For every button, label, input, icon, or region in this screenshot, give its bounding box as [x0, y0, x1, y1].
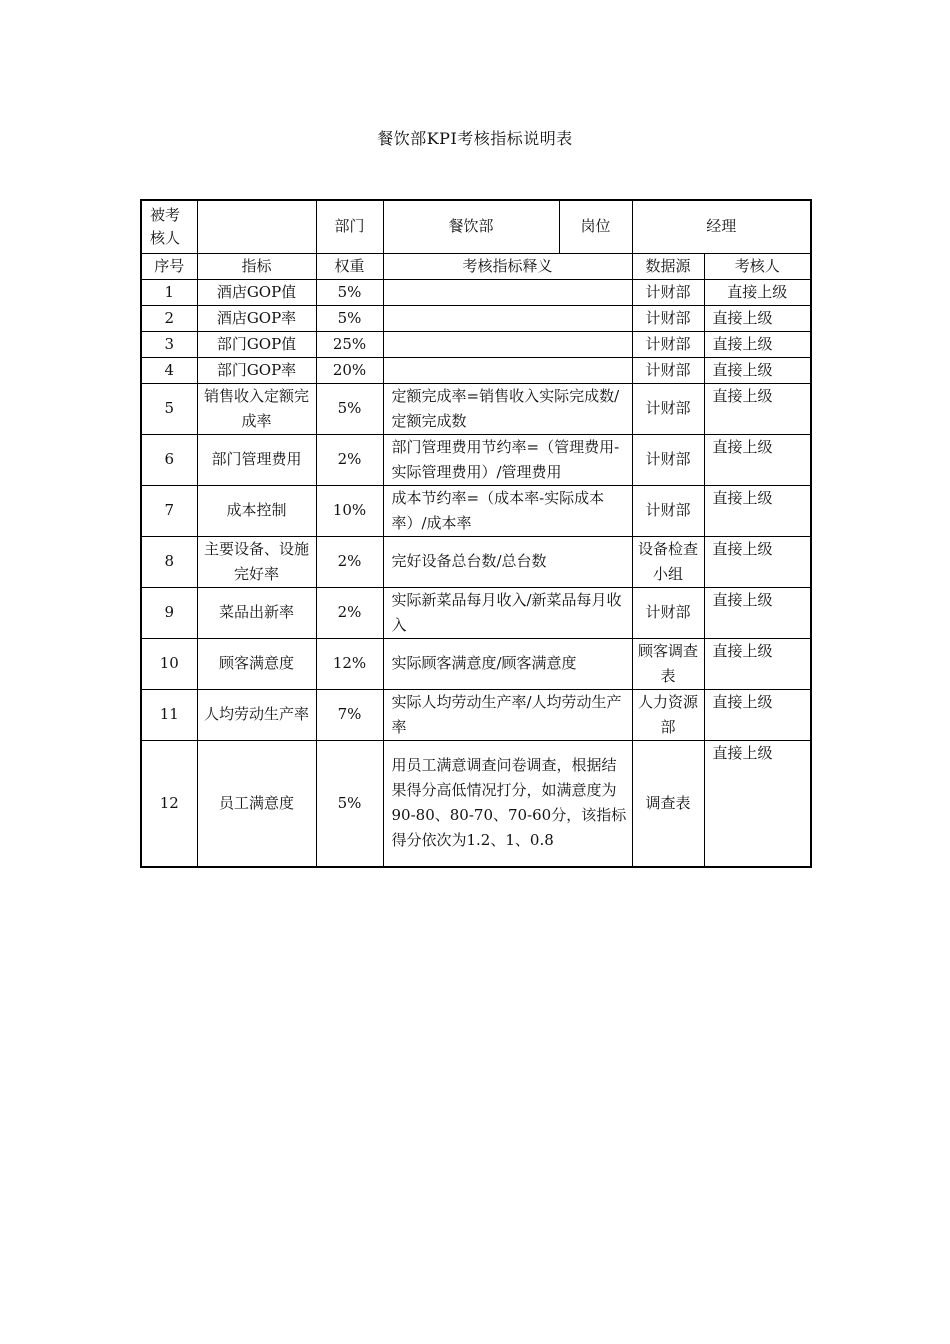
row-assessor: 直接上级 [704, 485, 811, 536]
row-definition [383, 331, 632, 357]
row-definition [383, 279, 632, 305]
table-row [141, 279, 811, 305]
header-definition: 考核指标释义 [383, 253, 632, 279]
row-assessor: 直接上级 [704, 689, 811, 740]
row-assessor: 直接上级 [704, 587, 811, 638]
row-weight: 5% [316, 740, 383, 867]
header-row [141, 253, 811, 279]
row-source: 计财部 [632, 305, 704, 331]
row-indicator: 人均劳动生产率 [197, 689, 316, 740]
row-weight: 20% [316, 357, 383, 383]
row-source: 计财部 [632, 331, 704, 357]
row-assessor: 直接上级 [704, 305, 811, 331]
row-definition: 实际人均劳动生产率/人均劳动生产率 [383, 689, 632, 740]
row-source: 计财部 [632, 279, 704, 305]
page-title: 餐饮部KPI考核指标说明表 [377, 129, 573, 148]
row-weight: 7% [316, 689, 383, 740]
table-row [141, 331, 811, 357]
row-source: 计财部 [632, 434, 704, 485]
table-row [141, 740, 811, 867]
row-no: 5 [141, 383, 197, 434]
row-definition: 成本节约率=（成本率-实际成本率）/成本率 [383, 485, 632, 536]
row-no: 10 [141, 638, 197, 689]
row-source: 计财部 [632, 587, 704, 638]
row-weight: 2% [316, 587, 383, 638]
header-assessor: 考核人 [704, 253, 811, 279]
row-weight: 5% [316, 383, 383, 434]
dept-value: 餐饮部 [383, 200, 559, 253]
table-row [141, 357, 811, 383]
header-no: 序号 [141, 253, 197, 279]
row-no: 12 [141, 740, 197, 867]
row-definition: 完好设备总台数/总台数 [383, 536, 632, 587]
row-assessor: 直接上级 [704, 434, 811, 485]
row-source: 计财部 [632, 485, 704, 536]
row-indicator: 员工满意度 [197, 740, 316, 867]
row-indicator: 顾客满意度 [197, 638, 316, 689]
row-definition: 部门管理费用节约率=（管理费用-实际管理费用）/管理费用 [383, 434, 632, 485]
row-definition: 实际顾客满意度/顾客满意度 [383, 638, 632, 689]
row-indicator: 部门GOP值 [197, 331, 316, 357]
row-indicator: 部门管理费用 [197, 434, 316, 485]
row-indicator: 酒店GOP值 [197, 279, 316, 305]
post-value: 经理 [632, 200, 811, 253]
row-no: 1 [141, 279, 197, 305]
row-definition [383, 357, 632, 383]
row-assessor: 直接上级 [704, 357, 811, 383]
row-no: 8 [141, 536, 197, 587]
row-source: 顾客调查表 [632, 638, 704, 689]
row-no: 2 [141, 305, 197, 331]
row-source: 计财部 [632, 383, 704, 434]
row-assessor: 直接上级 [704, 638, 811, 689]
row-indicator: 主要设备、设施完好率 [197, 536, 316, 587]
info-row [141, 200, 811, 253]
row-assessor: 直接上级 [704, 383, 811, 434]
row-weight: 5% [316, 305, 383, 331]
row-source: 设备检查小组 [632, 536, 704, 587]
row-definition: 用员工满意调查问卷调查，根据结果得分高低情况打分，如满意度为90-80、80-70、70-60分，该指标得分依次为1.2、1、0.8 [383, 740, 632, 867]
row-no: 7 [141, 485, 197, 536]
row-indicator: 菜品出新率 [197, 587, 316, 638]
header-source: 数据源 [632, 253, 704, 279]
dept-label: 部门 [316, 200, 383, 253]
row-indicator: 成本控制 [197, 485, 316, 536]
row-weight: 12% [316, 638, 383, 689]
row-source: 调查表 [632, 740, 704, 867]
row-weight: 2% [316, 536, 383, 587]
row-source: 计财部 [632, 357, 704, 383]
row-indicator: 销售收入定额完成率 [197, 383, 316, 434]
row-source: 人力资源部 [632, 689, 704, 740]
row-no: 6 [141, 434, 197, 485]
table-row [141, 587, 811, 638]
assessee-label: 被考核人 [141, 200, 197, 253]
row-indicator: 部门GOP率 [197, 357, 316, 383]
table-row [141, 689, 811, 740]
table-row [141, 536, 811, 587]
row-weight: 10% [316, 485, 383, 536]
row-weight: 5% [316, 279, 383, 305]
header-indicator: 指标 [197, 253, 316, 279]
row-definition: 实际新菜品每月收入/新菜品每月收入 [383, 587, 632, 638]
row-no: 11 [141, 689, 197, 740]
table-row [141, 383, 811, 434]
row-weight: 25% [316, 331, 383, 357]
row-assessor: 直接上级 [704, 536, 811, 587]
kpi-table [140, 199, 812, 868]
table-row [141, 638, 811, 689]
row-no: 3 [141, 331, 197, 357]
row-weight: 2% [316, 434, 383, 485]
row-definition [383, 305, 632, 331]
row-assessor: 直接上级 [704, 740, 811, 867]
row-definition: 定额完成率=销售收入实际完成数/定额完成数 [383, 383, 632, 434]
row-no: 9 [141, 587, 197, 638]
post-label: 岗位 [559, 200, 632, 253]
row-assessor: 直接上级 [704, 279, 811, 305]
row-indicator: 酒店GOP率 [197, 305, 316, 331]
row-assessor: 直接上级 [704, 331, 811, 357]
table-row [141, 485, 811, 536]
assessee-value [197, 200, 316, 253]
table-row [141, 434, 811, 485]
header-weight: 权重 [316, 253, 383, 279]
row-no: 4 [141, 357, 197, 383]
table-row [141, 305, 811, 331]
